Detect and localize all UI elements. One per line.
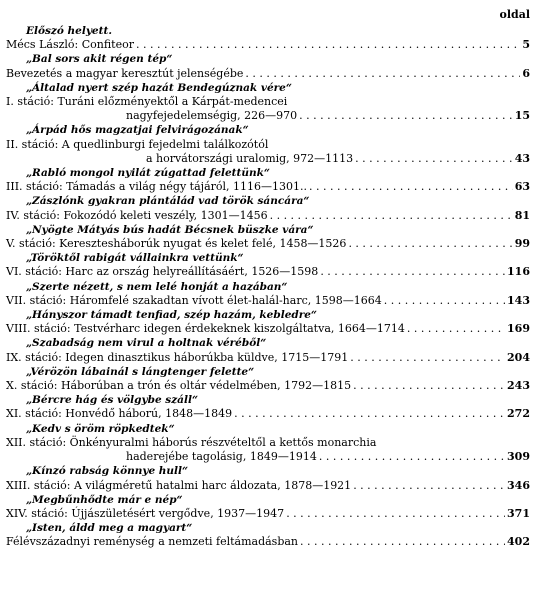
toc-entry[interactable] [6,379,530,393]
toc-entry[interactable] [6,152,530,166]
toc-entry-first-line: I. stáció: Turáni előzményektől a Kárpát-medencei [6,95,288,109]
toc-entry-label: a horvátországi uralomig, 972—1113 [146,151,354,165]
toc-entry-label: Félévszázadnyi reménység a nemzeti feltámadásban [6,535,299,549]
toc-quote: „Kínzó rabság könnye hull“ [26,465,189,478]
toc-page-number: 371 [507,506,530,520]
toc-quote: „Zászlónk gyakran plántálád vad török sáncára“ [26,195,310,208]
dot-leader [300,535,505,549]
dot-leader [309,180,513,194]
toc-page-number: 272 [507,407,530,421]
toc-entry-label: III. stáció: Támadás a világ négy tájáról, 1116—1301.. [6,180,307,194]
toc-page-number: 5 [522,38,530,52]
toc-entry-label: Bevezetés a magyar keresztút jelenségébe [6,66,244,80]
toc-entry-label: IV. stáció: Fokozódó keleti veszély, 1301—1456 [6,208,268,222]
toc-list [6,38,530,549]
toc-entry[interactable] [6,294,530,308]
intro-heading: Előszó helyett. [26,25,112,37]
toc-entry[interactable] [6,322,530,336]
toc-entry-label: Mécs László: Confiteor [6,38,134,52]
toc-quote: „Szerte nézett, s nem lelé honját a hazában“ [26,280,288,293]
dot-leader [136,38,520,52]
toc-page-number: 402 [507,535,530,549]
toc-page-number: 43 [514,151,530,165]
toc-entry[interactable] [6,407,530,421]
toc-page-number: 99 [514,237,530,251]
dot-leader [348,237,512,251]
dot-leader [299,109,513,123]
toc-quote: „Bal sors akit régen tép“ [26,53,173,66]
toc-quote: „Kedv s öröm röpkedtek“ [26,422,175,435]
toc-entry-label: VII. stáció: Háromfelé szakadtan vívott élet-halál-harc, 1598—1664 [6,293,382,307]
toc-entry-label: X. stáció: Háborúban a trón és oltár védelmében, 1792—1815 [6,379,352,393]
toc-page-number: 309 [507,450,530,464]
toc-quote: „Isten, áldd meg a magyart“ [26,522,193,535]
dot-leader [234,407,505,421]
toc-entry[interactable] [6,351,530,365]
toc-quote: „Bércre hág és völgybe száll“ [26,394,198,407]
toc-entry[interactable] [6,180,530,194]
toc-entry-label: VI. stáció: Harc az ország helyreállításáért, 1526—1598 [6,265,319,279]
toc-entry[interactable] [6,535,530,549]
toc-entry-label: IX. stáció: Idegen dinasztikus háborúkba küldve, 1715—1791 [6,350,349,364]
dot-leader [286,507,505,521]
toc-page-number: 6 [522,66,530,80]
toc-page-number: 169 [507,322,530,336]
toc-page-number: 346 [507,478,530,492]
toc-entry-label: nagyfejedelemségig, 226—970 [126,109,298,123]
toc-quote: „Nyögte Mátyás bús hadát Bécsnek büszke vára“ [26,223,314,236]
dot-leader [350,351,505,365]
toc-entry[interactable] [6,209,530,223]
toc-entry[interactable] [6,265,530,279]
toc-page-number: 204 [507,350,530,364]
toc-entry[interactable] [6,237,530,251]
toc-quote: „Töröktől rabigát vállainkra vettünk“ [26,252,244,265]
toc-entry[interactable] [6,67,530,81]
toc-page-number: 15 [514,109,530,123]
toc-quote: „Árpád hős magzatjai felvirágozának“ [26,124,249,137]
page-column-header: oldal [499,8,530,21]
toc-quote: „Hányszor támadt tenfiad, szép hazám, kebledre“ [26,309,317,322]
dot-leader [355,152,513,166]
toc-quote: „Megbűnhődte már e nép“ [26,493,183,506]
toc-page-number: 81 [514,208,530,222]
dot-leader [270,209,513,223]
toc-entry-label: XI. stáció: Honvédő háború, 1848—1849 [6,407,233,421]
dot-leader [353,379,505,393]
dot-leader [320,265,505,279]
dot-leader [384,294,505,308]
toc-quote: „Szabadság nem virul a holtnak véréből“ [26,337,267,350]
dot-leader [353,479,505,493]
toc-entry-label: haderejébe tagolásig, 1849—1914 [126,450,317,464]
toc-quote: „Általad nyert szép hazát Bendegúznak vére“ [26,81,292,94]
toc-entry[interactable] [6,38,530,52]
toc-quote: „Rabló mongol nyilát zúgattad felettünk“ [26,167,270,180]
toc-page-number: 243 [507,379,530,393]
toc-entry-first-line: XII. stáció: Önkényuralmi háborús részvételtől a kettős monarchia [6,435,377,449]
dot-leader [319,450,505,464]
toc-page-number: 63 [514,180,530,194]
toc-entry-first-line: II. stáció: A quedlinburgi fejedelmi találkozótól [6,137,269,151]
toc-page-number: 143 [507,293,530,307]
toc-entry-label: XIV. stáció: Újjászületésért vergődve, 1937—1947 [6,506,285,520]
toc-entry-label: VIII. stáció: Testvérharc idegen érdekeknek kiszolgáltatva, 1664—1714 [6,322,405,336]
toc-page-number: 116 [507,265,530,279]
table-of-contents [6,8,530,550]
toc-entry[interactable] [6,450,530,464]
toc-entry[interactable] [6,507,530,521]
toc-entry-label: V. stáció: Keresztesháborúk nyugat és kelet felé, 1458—1526 [6,237,347,251]
toc-entry[interactable] [6,109,530,123]
toc-quote: „Vérözön lábainál s lángtenger felette“ [26,365,255,378]
dot-leader [245,67,520,81]
dot-leader [407,322,505,336]
toc-entry[interactable] [6,479,530,493]
toc-entry-label: XIII. stáció: A világméretű hatalmi harc áldozata, 1878—1921 [6,478,352,492]
